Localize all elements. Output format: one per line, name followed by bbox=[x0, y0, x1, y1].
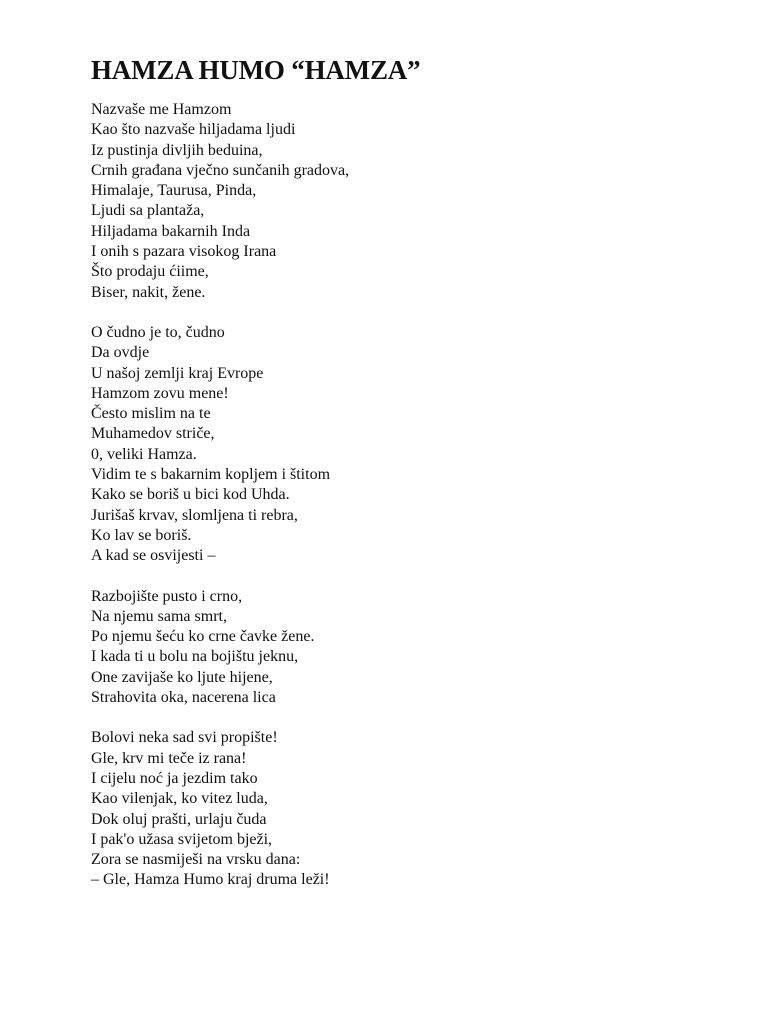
poem-stanza bbox=[91, 728, 711, 890]
poem-line: Da ovdje bbox=[91, 344, 150, 362]
poem-line: Razbojište pusto i crno, bbox=[91, 587, 243, 605]
poem-line: Ljudi sa plantaža, bbox=[91, 202, 205, 220]
poem-line: I pak'o užasa svijetom bježi, bbox=[91, 830, 273, 848]
document-page bbox=[91, 52, 711, 911]
poem-line: Često mislim na te bbox=[91, 405, 211, 423]
poem-stanza bbox=[91, 323, 711, 567]
poem-line: Na njemu sama smrt, bbox=[91, 607, 227, 625]
poem-line: Strahovita oka, nacerena lica bbox=[91, 689, 276, 707]
poem-line: U našoj zemlji kraj Evrope bbox=[91, 364, 264, 382]
poem-line: Gle, krv mi teče iz rana! bbox=[91, 749, 247, 767]
poem-line: Hiljadama bakarnih Inda bbox=[91, 222, 251, 240]
poem-line: Zora se nasmiješi na vrsku dana: bbox=[91, 851, 301, 869]
poem-body bbox=[91, 100, 711, 891]
poem-line: Bolovi neka sad svi propište! bbox=[91, 729, 278, 747]
poem-line: Muhamedov striče, bbox=[91, 425, 215, 443]
poem-line: Himalaje, Taurusa, Pinda, bbox=[91, 182, 257, 200]
poem-line: I onih s pazara visokog Irana bbox=[91, 243, 277, 261]
poem-line: O čudno je to, čudno bbox=[91, 323, 225, 341]
poem-line: One zavijaše ko ljute hijene, bbox=[91, 668, 273, 686]
poem-line: – Gle, Hamza Humo kraj druma leži! bbox=[91, 871, 330, 889]
poem-stanza bbox=[91, 587, 711, 709]
poem-line: I kada ti u bolu na bojištu jeknu, bbox=[91, 648, 299, 666]
poem-line: Iz pustinja divljih beduina, bbox=[91, 141, 263, 159]
poem-line: Ko lav se boriš. bbox=[91, 526, 192, 544]
poem-line: Jurišaš krvav, slomljena ti rebra, bbox=[91, 506, 298, 524]
poem-line: Što prodaju ćiime, bbox=[91, 263, 209, 281]
poem-line: Dok oluj prašti, urlaju čuda bbox=[91, 810, 267, 828]
poem-line: Nazvaše me Hamzom bbox=[91, 101, 232, 118]
poem-line: Kako se boriš u bici kod Uhda. bbox=[91, 486, 290, 504]
poem-line: Kao što nazvaše hiljadama ljudi bbox=[91, 121, 296, 139]
poem-line: A kad se osvijesti – bbox=[91, 547, 216, 565]
poem-stanza bbox=[91, 100, 711, 303]
poem-line: Kao vilenjak, ko vitez luda, bbox=[91, 790, 268, 808]
poem-line: 0, veliki Hamza. bbox=[91, 445, 197, 463]
poem-line: Crnih građana vječno sunčanih gradova, bbox=[91, 161, 350, 179]
poem-line: Hamzom zovu mene! bbox=[91, 384, 229, 402]
poem-line: Po njemu šeću ko crne čavke žene. bbox=[91, 628, 315, 646]
poem-line: Vidim te s bakarnim kopljem i štitom bbox=[91, 466, 331, 484]
poem-line: I cijelu noć ja jezdim tako bbox=[91, 769, 258, 787]
poem-title: HAMZA HUMO “HAMZA” bbox=[91, 55, 421, 85]
poem-line: Biser, nakit, žene. bbox=[91, 283, 206, 301]
